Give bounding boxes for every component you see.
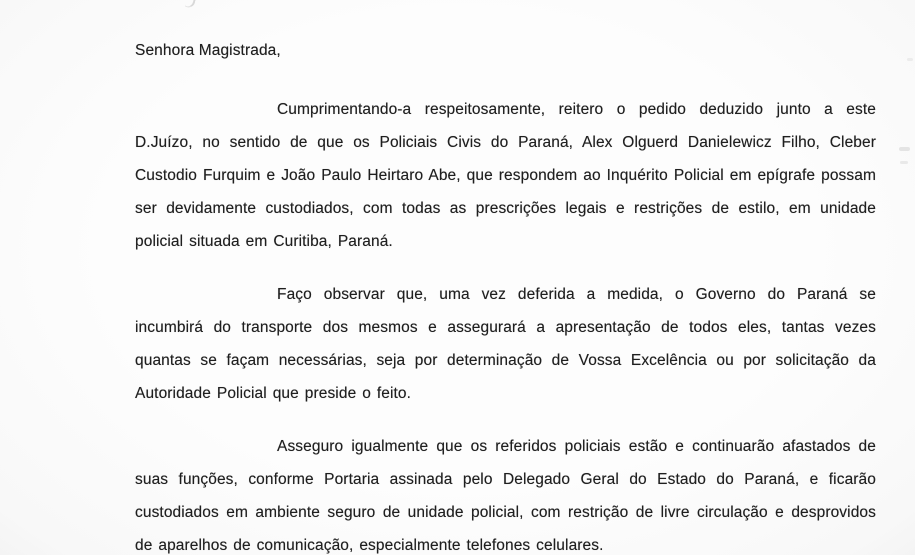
paragraph-duty-suspension: Asseguro igualmente que os referidos policiais estão e continuarão afastados de suas funções, conforme Portaria assinada pelo Delegado Geral do Estado do Paraná, e ficarão custodiados em ambiente seguro de unidade policial, com restrição de livre circulação e desprovidos de aparelhos de comunicação, especialmente telefones celulares. bbox=[135, 438, 876, 554]
letter-body bbox=[135, 34, 876, 555]
scan-artifact-right-smudge bbox=[899, 147, 910, 151]
scan-artifact-right-smudge bbox=[900, 161, 908, 164]
paragraph-custody-request: Cumprimentando-a respeitosamente, reitero o pedido deduzido junto a este D.Juízo, no sentido de que os Policiais Civis do Paraná, Alex Olguerd Danielewicz Filho, Cleber Custodio Furquim e João Paulo Heirtaro Abe, que respondem ao Inquérito Policial em epígrafe possam ser devidamente custodiados, com todas as prescrições legais e restrições de estilo, em unidade policial situada em Curitiba, Paraná. bbox=[135, 101, 876, 250]
paragraph-transport-assurance: Faço observar que, uma vez deferida a medida, o Governo do Paraná se incumbirá do transporte dos mesmos e assegurará a apresentação de todos eles, tantas vezes quantas se façam necessárias, seja por determinação de Vossa Excelência ou por solicitação da Autoridade Policial que preside o feito. bbox=[135, 286, 876, 402]
scan-artifact-right-smudge bbox=[907, 58, 913, 61]
scan-artifact-top-mark bbox=[185, 0, 197, 9]
salutation: Senhora Magistrada, bbox=[135, 42, 281, 59]
